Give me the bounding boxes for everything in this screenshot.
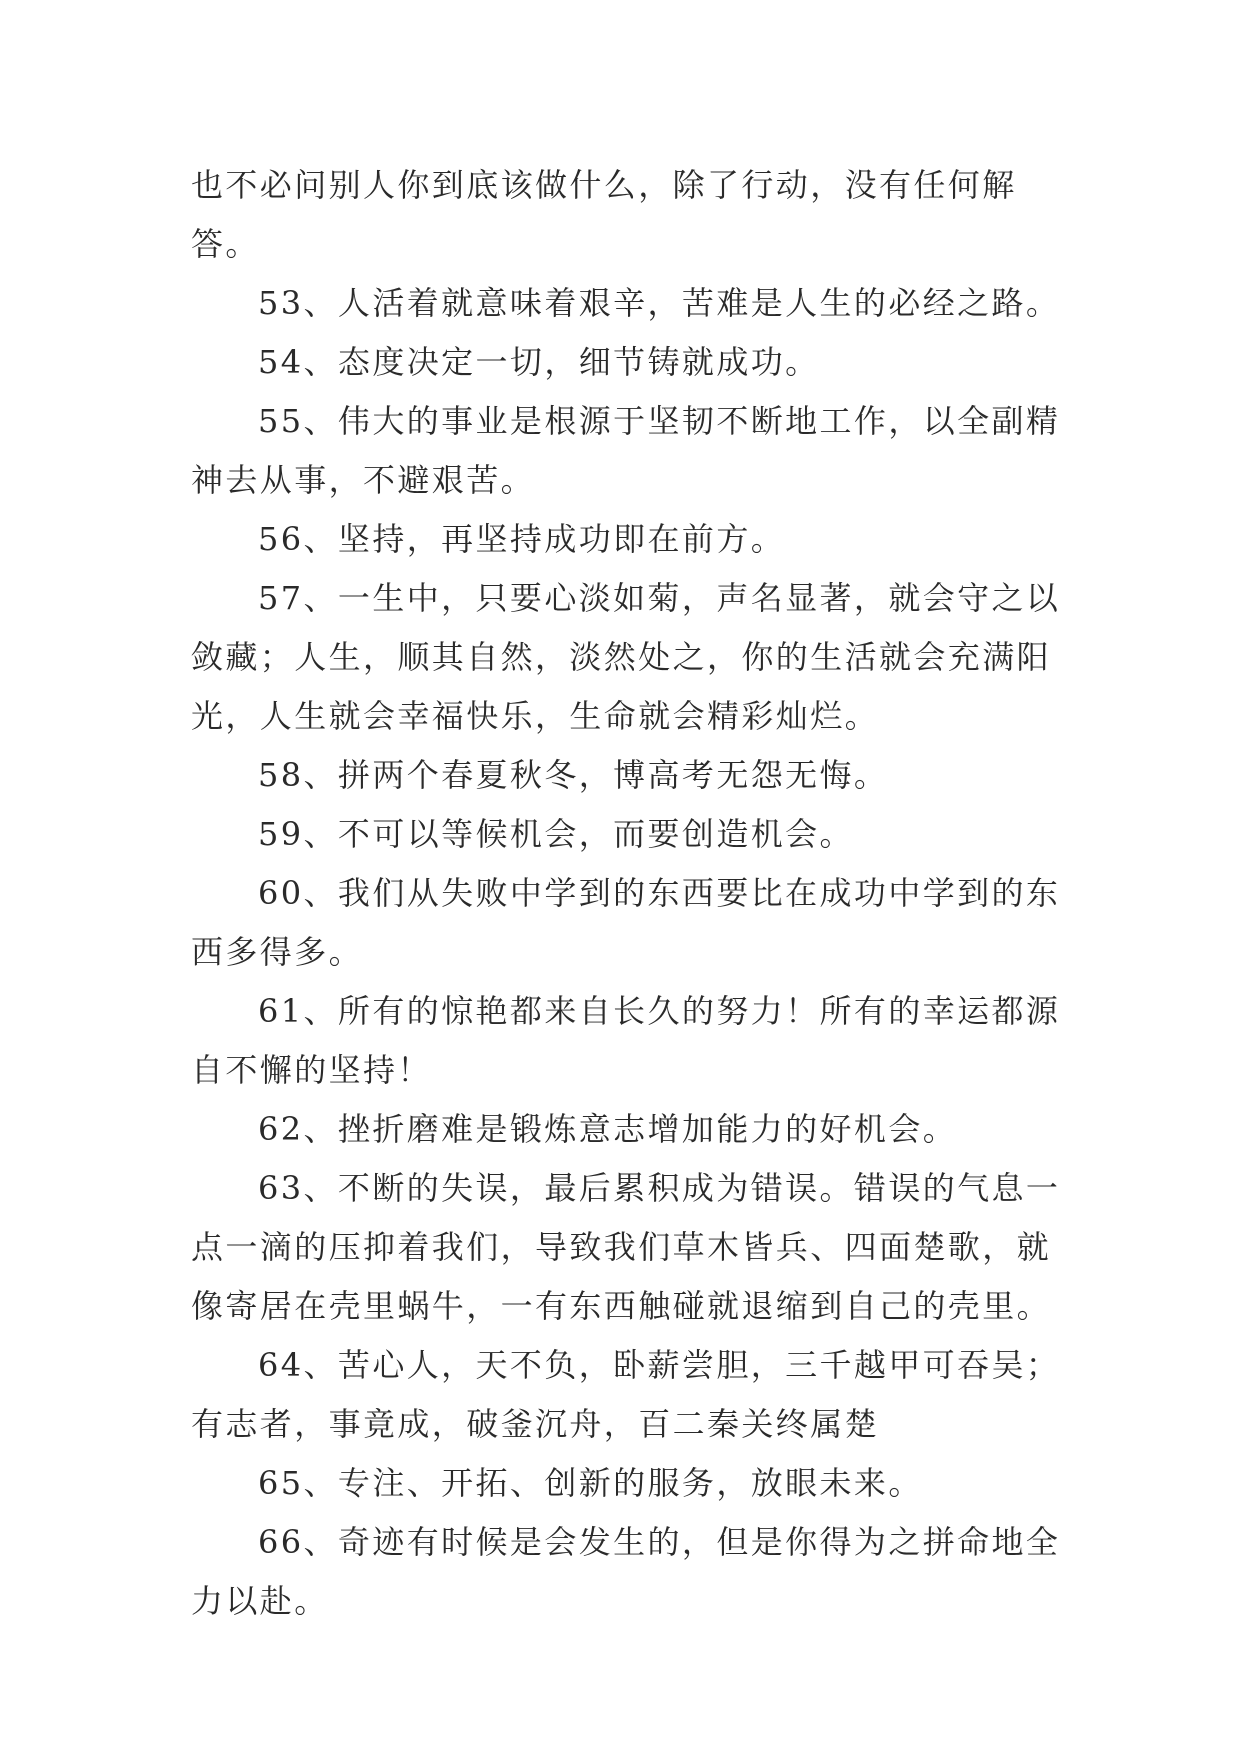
paragraph: 59、不可以等候机会，而要创造机会。	[258, 815, 854, 853]
paragraph: 57、一生中，只要心淡如菊，声名显著，就会守之以敛藏；人生，顺其自然，淡然处之，你的生活就会充满阳光，人生就会幸福快乐，生命就会精彩灿烂。	[191, 579, 1061, 735]
paragraph: 65、专注、开拓、创新的服务，放眼未来。	[258, 1464, 923, 1502]
paragraph: 也不必问别人你到底该做什么，除了行动，没有任何解答。	[191, 166, 1017, 263]
paragraph: 58、拼两个春夏秋冬，博高考无怨无悔。	[258, 756, 889, 794]
paragraph: 53、人活着就意味着艰辛，苦难是人生的必经之路。	[258, 284, 1061, 322]
paragraph: 55、伟大的事业是根源于坚韧不断地工作，以全副精神去从事，不避艰苦。	[191, 402, 1061, 499]
paragraph: 61、所有的惊艳都来自长久的努力！所有的幸运都源自不懈的坚持！	[191, 992, 1061, 1089]
document-body	[191, 156, 1071, 1631]
paragraph: 56、坚持，再坚持成功即在前方。	[258, 520, 786, 558]
paragraph: 64、苦心人，天不负，卧薪尝胆，三千越甲可吞吴；有志者，事竟成，破釜沉舟，百二秦关终属楚	[191, 1346, 1061, 1443]
paragraph: 54、态度决定一切，细节铸就成功。	[258, 343, 820, 381]
paragraph: 60、我们从失败中学到的东西要比在成功中学到的东西多得多。	[191, 874, 1061, 971]
paragraph: 63、不断的失误，最后累积成为错误。错误的气息一点一滴的压抑着我们，导致我们草木皆兵、四面楚歌，就像寄居在壳里蜗牛，一有东西触碰就退缩到自己的壳里。	[191, 1169, 1061, 1325]
paragraph: 62、挫折磨难是锻炼意志增加能力的好机会。	[258, 1110, 958, 1148]
paragraph: 66、奇迹有时候是会发生的，但是你得为之拼命地全力以赴。	[191, 1523, 1061, 1620]
